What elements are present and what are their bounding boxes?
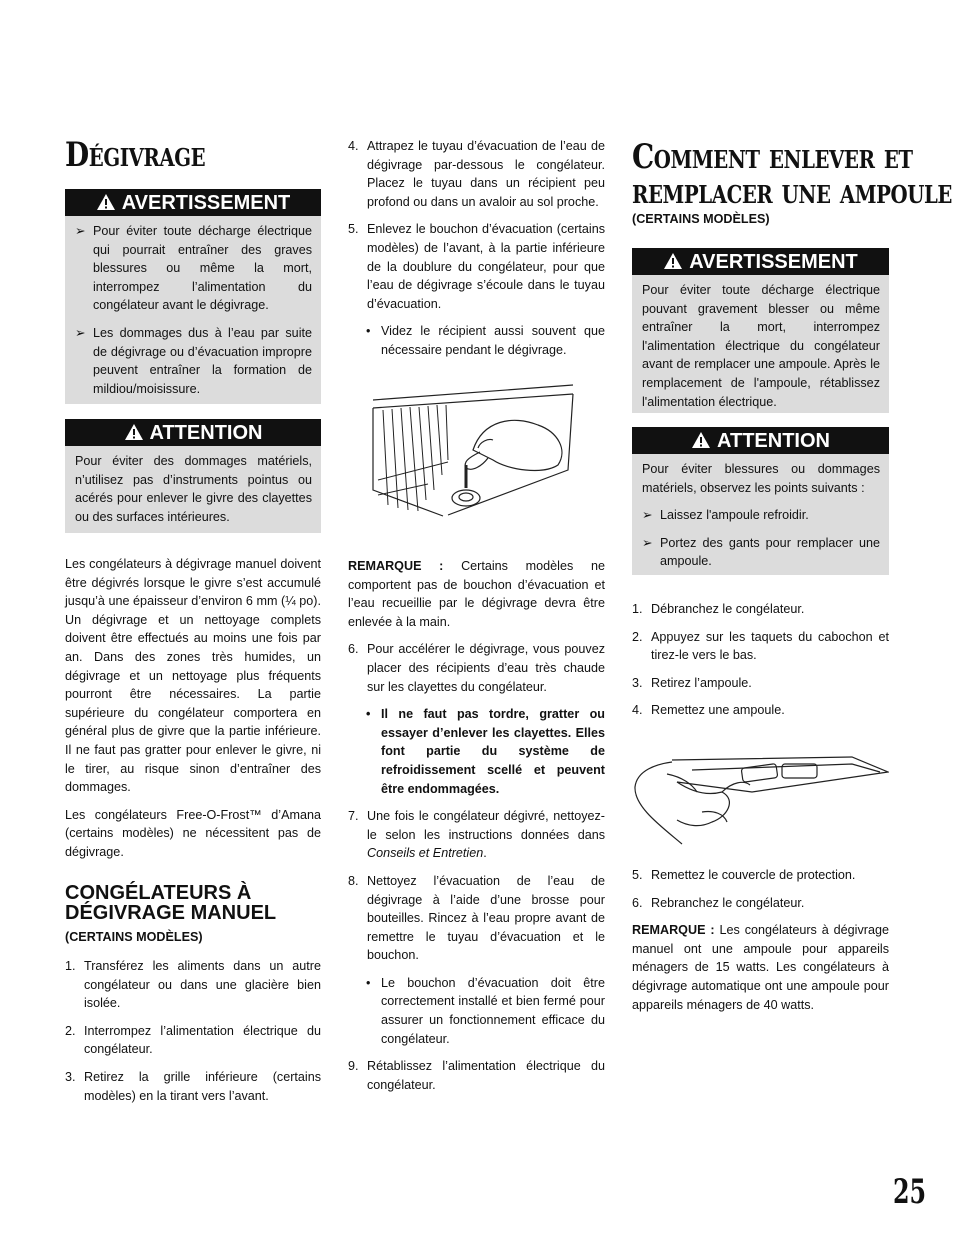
caution-body: Pour éviter des dommages matériels, n’utilisez pas d’instruments pointus ou acérés pour enlever le givre des clayettes ou des surfaces intérieures. [75, 454, 312, 524]
subsection-heading: CONGÉLATEURS À DÉGIVRAGE MANUEL [65, 882, 277, 924]
steps-list-b [632, 866, 889, 1023]
steps-list-a [632, 600, 889, 729]
arrowhead-bullet-icon: ➢ [75, 224, 86, 238]
step-item: 6. Rebranchez le congélateur. [632, 895, 805, 910]
step-item: 5. Enlevez le bouchon d’évacuation (certains modèles) de l’avant, à la partie inférieure de la doublure du congélateur, pour que l’eau de dégivrage s’écoule dans le tuyau d’évacuation. [348, 222, 605, 311]
step-item: 6. Pour accélérer le dégivrage, vous pouvez placer des récipients d’eau très chaude sur les clayettes du congélateur. [348, 642, 605, 694]
warning-triangle-icon [124, 423, 144, 441]
caution-intro: Pour éviter blessures ou dommages matériels, observez les points suivants : [642, 462, 880, 495]
section-subtitle: (CERTAINS MODÈLES) [632, 212, 770, 226]
step-item: 4. Attrapez le tuyau d’évacuation de l’eau de dégivrage par-dessous le congélateur. Placez le tuyau dans un récipient peu profond ou dans un avaloir au sol proche. [348, 139, 605, 209]
note: REMARQUE : Certains modèles ne comportent pas de bouchon d’évacuation et l’eau recueillie par le dégivrage devra être enlevée à la main. [348, 559, 605, 629]
arrowhead-bullet-icon: ➢ [642, 508, 653, 523]
caution-item: ➢ Portez des gants pour remplacer une ampoule. [642, 535, 880, 569]
warning-triangle-icon [96, 193, 116, 211]
bullet-item: • Le bouchon d’évacuation doit être correctement installé et bien fermé pour assurer un fonctionnement efficace du congélateur. [366, 975, 605, 1046]
paragraph: Les congélateurs à dégivrage manuel doivent être dégivrés lorsque le givre s’est accumulé jusqu’à une épaisseur d’environ 6 mm (¼ po). Un dégivrage et un nettoyage complets doivent être effectués au moins une fois par an. Dans des zones très humides, un dégivrage et un nettoyage plus fréquents pourront être nécessaires. La partie supérieure du congélateur comportera en général plus de givre que la partie inférieure. Il ne faut pas gratter pour enlever le givre, ni le tirer, au risque sinon d’entraîner des dommages. [65, 557, 321, 795]
steps-top [348, 137, 605, 369]
caution-item: ➢ Laissez l'ampoule refroidir. [642, 506, 880, 525]
warning-item: ➢ Pour éviter toute décharge électrique qui pourrait entraîner des graves blessures ou même la mort, interrompez l’alimentation du congélateur avant le dégivrage. [75, 224, 312, 313]
steps-list [65, 957, 321, 1114]
step-item: 8. Nettoyez l’évacuation de l’eau de dégivrage à l’aide d’une brosse pour bouteilles. Rincez à l’eau propre avant de remettre le tuyau d’évacuation et le bouchon. [348, 873, 605, 963]
caution-body [632, 454, 889, 577]
step-item: 1. Transférez les aliments dans un autre congélateur ou dans une glacière bien isolée. [65, 959, 321, 1011]
warning-triangle-icon [663, 252, 683, 270]
arrowhead-bullet-icon: ➢ [75, 325, 86, 340]
bullet-item: • Videz le récipient aussi souvent que nécessaire pendant le dégivrage. [366, 324, 605, 357]
caution-heading: ATTENTION [65, 419, 321, 446]
step-item: 2. Appuyez sur les taquets du cabochon et tirez-le vers le bas. [632, 629, 889, 663]
step-item: 9. Rétablissez l’alimentation électrique du congélateur. [348, 1059, 605, 1092]
warning-triangle-icon [691, 431, 711, 449]
step-item: 3. Retirez la grille inférieure (certains modèles) en la tirant vers l’avant. [65, 1069, 321, 1103]
warning-item: ➢ Les dommages dus à l’eau par suite de dégivrage ou d’évacuation impropre peuvent entraîner la formation de mildiou/moisissure. [75, 325, 312, 396]
step-item: 7. Une fois le congélateur dégivré, nettoyez-le selon les instructions données dans Conseils et Entretien. [348, 809, 605, 861]
warning-box [632, 248, 889, 413]
caution-box [632, 427, 889, 575]
section-title-degivrage: Dégivrage [65, 135, 206, 175]
caution-box [65, 419, 321, 533]
caution-heading: ATTENTION [632, 427, 889, 454]
section-title-ampoule: Comment enlever et remplacer une ampoule [632, 137, 953, 212]
paragraph: Les congélateurs Free-O-Frost™ d’Amana (certains modèles) ne nécessitent pas de dégivrage. [65, 807, 321, 859]
steps-bottom [348, 557, 605, 1103]
note: REMARQUE : Les congélateurs à dégivrage manuel ont une ampoule pour appareils ménagers de 15 watts. Les congélateurs à dégivrage automatique ont une ampoule pour appareils ménagers de 40 watts. [632, 923, 889, 1012]
intro-text [65, 555, 321, 871]
warning-box [65, 189, 321, 404]
step-item: 3. Retirez l’ampoule. [632, 675, 752, 690]
warning-body [65, 216, 321, 404]
arrowhead-bullet-icon: ➢ [642, 535, 653, 550]
step-item: 1. Débranchez le congélateur. [632, 602, 805, 616]
warning-heading: AVERTISSEMENT [632, 248, 889, 275]
warning-body: Pour éviter toute décharge électrique pouvant gravement blesser ou même entraîner la mort, interrompez l'alimentation électrique du congélateur avant de remplacer une ampoule. Après le remplacement de l'ampoule, rétablissez l'alimentation électrique. [642, 283, 880, 409]
step-item: 2. Interrompez l’alimentation électrique du congélateur. [65, 1023, 321, 1057]
light-bulb-illustration [632, 752, 889, 852]
bullet-item: • Il ne faut pas tordre, gratter ou essayer d’enlever les clayettes. Elles font partie du système de refroidissement scellé et peuvent être endommagées. [366, 707, 605, 796]
drain-plug-illustration [368, 380, 583, 520]
subsection-subtitle: (CERTAINS MODÈLES) [65, 930, 203, 944]
warning-heading: AVERTISSEMENT [65, 189, 321, 216]
step-item: 4. Remettez une ampoule. [632, 703, 785, 718]
step-item: 5. Remettez le couvercle de protection. [632, 868, 856, 882]
page-number: 25 [893, 1172, 927, 1212]
